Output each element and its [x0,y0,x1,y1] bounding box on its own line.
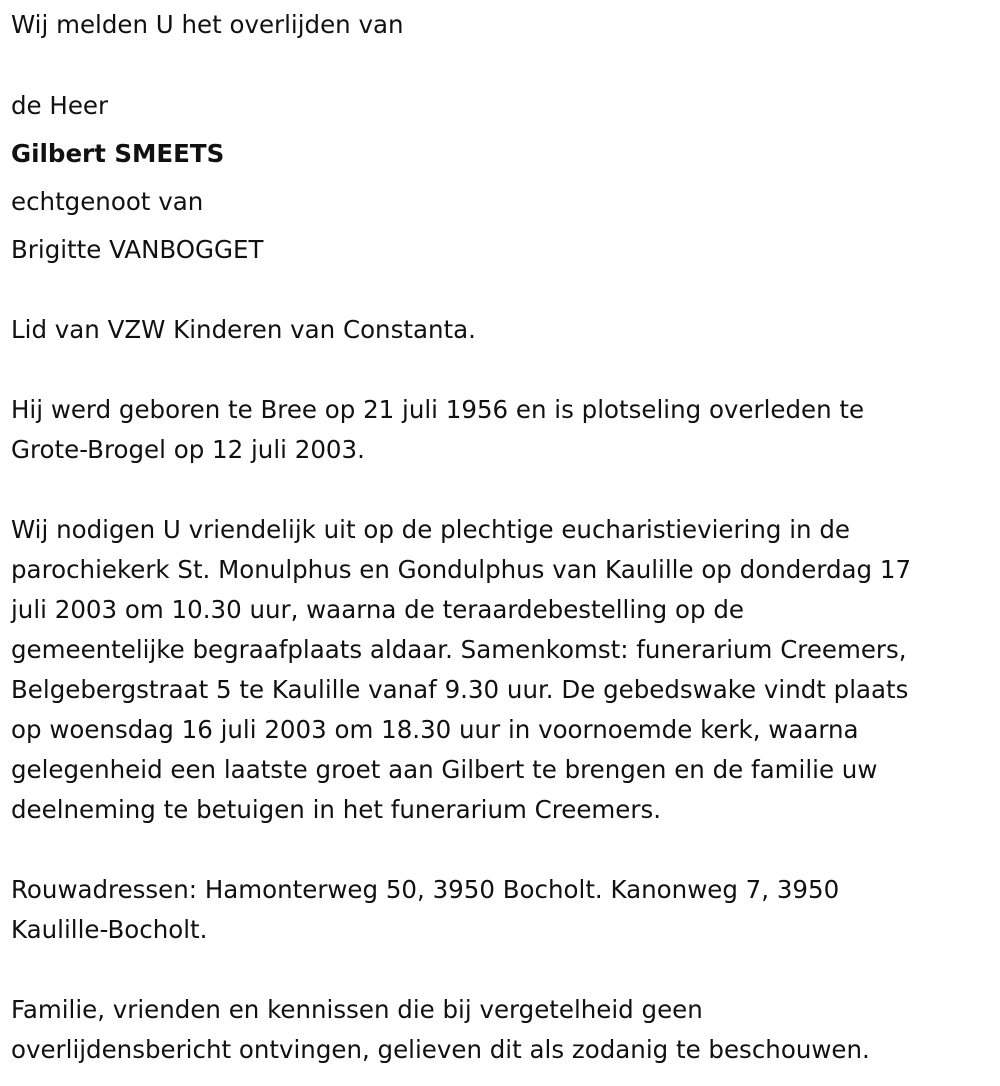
invitation-line: Wij nodigen U vriendelijk uit op de plechtige eucharistieviering in de [11,515,850,544]
invitation-line: gemeentelijke begraafplaats aldaar. Samenkomst: funerarium Creemers, [11,635,907,664]
honorific: de Heer [11,91,109,120]
invitation-line: juli 2003 om 10.30 uur, waarna de teraardebestelling op de [11,595,744,624]
membership-text: Lid van VZW Kinderen van Constanta. [11,315,476,344]
invitation-paragraph [11,510,996,830]
deceased-name: Gilbert SMEETS [11,139,225,168]
closing-line: Familie, vrienden en kennissen die bij vergetelheid geen [11,995,703,1024]
address-line: Rouwadressen: Hamonterweg 50, 3950 Bocholt. Kanonweg 7, 3950 [11,875,840,904]
birth-paragraph [11,390,996,470]
invitation-line: deelneming te betuigen in het funerarium Creemers. [11,795,661,824]
invitation-line: Belgebergstraat 5 te Kaulille vanaf 9.30 uur. De gebedswake vindt plaats [11,675,909,704]
invitation-line: gelegenheid een laatste groet aan Gilbert te brengen en de familie uw [11,755,878,784]
intro-text: Wij melden U het overlijden van [11,10,404,39]
spouse-label: echtgenoot van [11,187,204,216]
address-line: Kaulille-Bocholt. [11,915,208,944]
spouse-name: Brigitte VANBOGGET [11,235,264,264]
invitation-line: op woensdag 16 juli 2003 om 18.30 uur in voornoemde kerk, waarna [11,715,859,744]
address-paragraph [11,870,996,950]
closing-paragraph [11,990,996,1070]
invitation-line: parochiekerk St. Monulphus en Gondulphus van Kaulille op donderdag 17 [11,555,912,584]
birth-line: Grote-Brogel op 12 juli 2003. [11,435,365,464]
birth-line: Hij werd geboren te Bree op 21 juli 1956 en is plotseling overleden te [11,395,865,424]
closing-line: overlijdensbericht ontvingen, gelieven dit als zodanig te beschouwen. [11,1035,870,1064]
